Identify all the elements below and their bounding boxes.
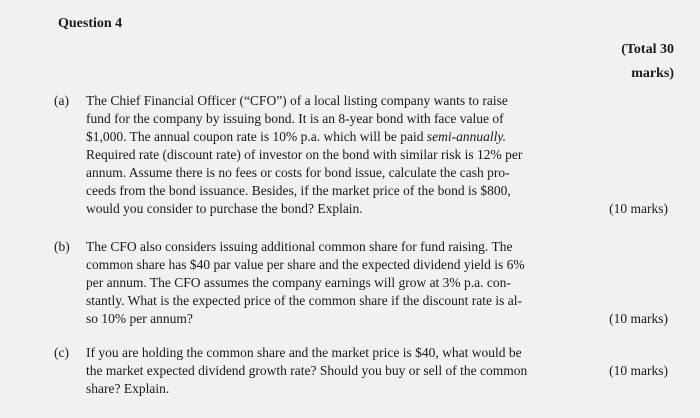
part-b-line-2: common share has $40 par value per share and the expected dividend yield is 6% xyxy=(86,257,525,272)
part-c-text xyxy=(86,344,616,398)
part-b-text xyxy=(86,238,616,328)
part-c-line-3: share? Explain. xyxy=(86,381,170,396)
part-c-line-1: If you are holding the common share and the market price is $40, what would be xyxy=(86,345,522,360)
part-b-label: (b) xyxy=(54,239,70,254)
part-b xyxy=(54,238,674,328)
part-a-text xyxy=(86,92,616,218)
part-a-label: (a) xyxy=(54,93,69,108)
part-a-line-3 xyxy=(86,128,616,146)
part-a-marks: (10 marks) xyxy=(609,201,668,216)
part-a-line-2: fund for the company by issuing bond. It is an 8-year bond with face value of xyxy=(86,111,504,126)
part-c-line-2: the market expected dividend growth rate? Should you buy or sell of the common xyxy=(86,363,528,378)
part-c xyxy=(54,344,674,402)
total-marks-line-2: marks) xyxy=(631,66,674,81)
part-a-line-5: annum. Assume there is no fees or costs for bond issue, calculate the cash pro- xyxy=(86,165,510,180)
part-b-line-3: per annum. The CFO assumes the company earnings will grow at 3% p.a. con- xyxy=(86,275,511,290)
part-a-emphasis: semi-annually. xyxy=(426,129,507,144)
part-b-line-1: The CFO also considers issuing additional common share for fund raising. The xyxy=(86,239,513,254)
part-c-marks: (10 marks) xyxy=(609,363,668,378)
total-marks-line-1: (Total 30 xyxy=(621,42,674,57)
part-a-line-6: ceeds from the bond issuance. Besides, if the market price of the bond is $800, xyxy=(86,183,511,198)
part-b-line-5: so 10% per annum? xyxy=(86,311,193,326)
part-a xyxy=(54,92,674,220)
part-a-line-7: would you consider to purchase the bond? Explain. xyxy=(86,201,363,216)
part-b-line-4: stantly. What is the expected price of the common share if the discount rate is al- xyxy=(86,293,522,308)
question-title: Question 4 xyxy=(58,16,123,31)
total-marks xyxy=(594,38,674,86)
part-a-line-1: The Chief Financial Officer (“CFO”) of a local listing company wants to raise xyxy=(86,93,508,108)
part-a-line-4: Required rate (discount rate) of investor on the bond with similar risk is 12% per xyxy=(86,147,523,162)
part-c-label: (c) xyxy=(54,345,69,360)
part-b-marks: (10 marks) xyxy=(609,311,668,326)
part-a-line-3-text: $1,000. The annual coupon rate is 10% p.a. which will be paid xyxy=(86,129,427,144)
